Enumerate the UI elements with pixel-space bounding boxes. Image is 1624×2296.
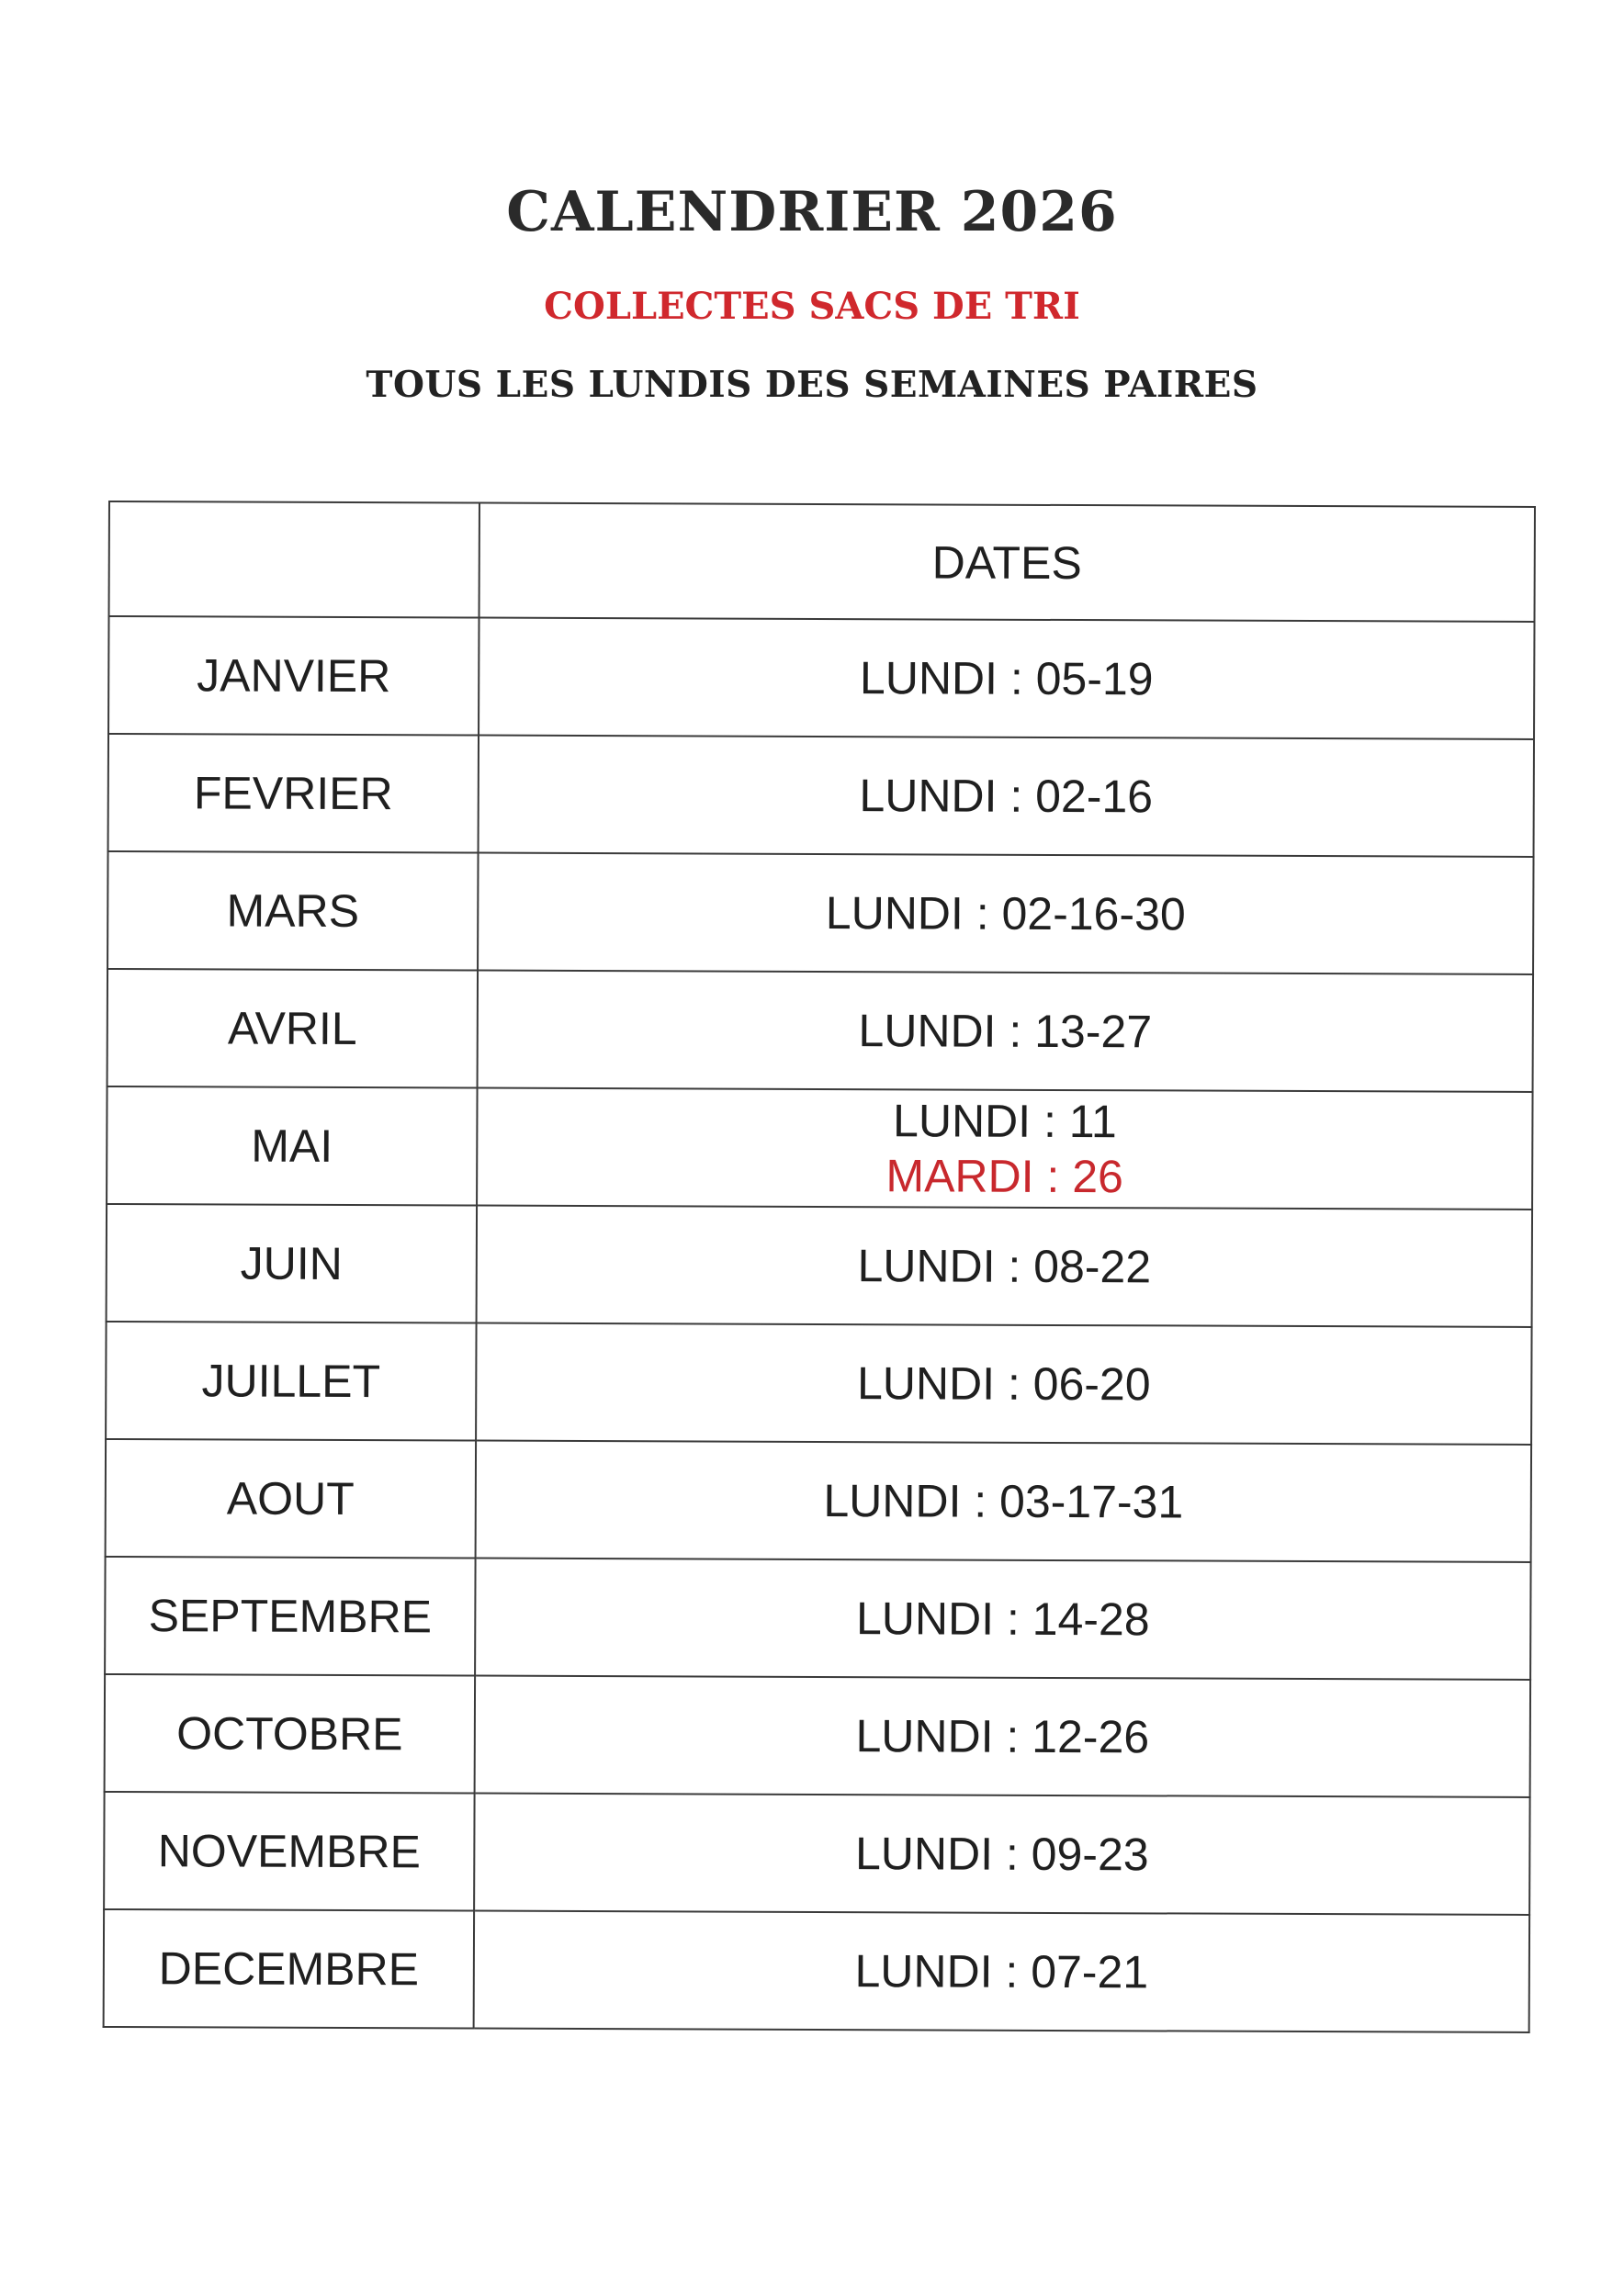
table-row <box>107 1204 1532 1327</box>
dates-cell: LUNDI : 05-19 <box>479 618 1534 739</box>
month-cell: JANVIER <box>108 616 479 736</box>
month-cell: AVRIL <box>107 969 478 1088</box>
table-row <box>104 1792 1529 1915</box>
table-row <box>107 969 1533 1092</box>
month-cell: SEPTEMBRE <box>105 1557 475 1676</box>
dates-cell: LUNDI : 08-22 <box>477 1206 1532 1327</box>
dates-line-exception: MARDI : 26 <box>885 1150 1123 1203</box>
dates-cell: LUNDI : 13-27 <box>478 971 1533 1092</box>
page-subheading: TOUS LES LUNDIS DES SEMAINES PAIRES <box>366 364 1258 406</box>
table-row <box>107 851 1533 974</box>
month-cell: OCTOBRE <box>105 1674 475 1794</box>
dates-cell: LUNDI : 12-26 <box>475 1676 1530 1797</box>
table-row <box>105 1674 1530 1797</box>
dates-cell <box>477 1088 1532 1210</box>
page-title: CALENDRIER 2026 <box>506 180 1118 244</box>
month-cell: NOVEMBRE <box>104 1792 474 1911</box>
dates-cell: LUNDI : 06-20 <box>476 1323 1531 1445</box>
month-cell: AOUT <box>106 1439 476 1559</box>
table-row <box>108 734 1534 857</box>
table-row <box>108 616 1534 739</box>
dates-cell: LUNDI : 02-16 <box>479 736 1534 857</box>
dates-line: LUNDI : 11 <box>892 1095 1117 1148</box>
dates-cell: LUNDI : 14-28 <box>475 1559 1530 1680</box>
table-header-row <box>109 501 1535 622</box>
header-dates-cell: DATES <box>479 503 1535 622</box>
table-row <box>106 1322 1531 1445</box>
dates-cell: LUNDI : 03-17-31 <box>476 1441 1531 1562</box>
page-subtitle: COLLECTES SACS DE TRI <box>544 285 1080 328</box>
month-cell: JUIN <box>107 1204 477 1323</box>
month-cell: DECEMBRE <box>104 1909 474 2029</box>
table-row <box>105 1557 1530 1680</box>
month-cell: MARS <box>107 851 478 971</box>
table-row <box>107 1086 1532 1210</box>
header-month-cell <box>109 501 479 618</box>
collection-calendar-table <box>103 501 1536 2033</box>
table-row <box>106 1439 1531 1562</box>
month-cell: MAI <box>107 1086 477 1206</box>
dates-cell: LUNDI : 09-23 <box>474 1794 1529 1915</box>
month-cell: FEVRIER <box>108 734 479 853</box>
dates-cell: LUNDI : 02-16-30 <box>478 853 1533 974</box>
table-row <box>104 1909 1529 2032</box>
month-cell: JUILLET <box>106 1322 476 1441</box>
dates-cell: LUNDI : 07-21 <box>474 1911 1529 2032</box>
